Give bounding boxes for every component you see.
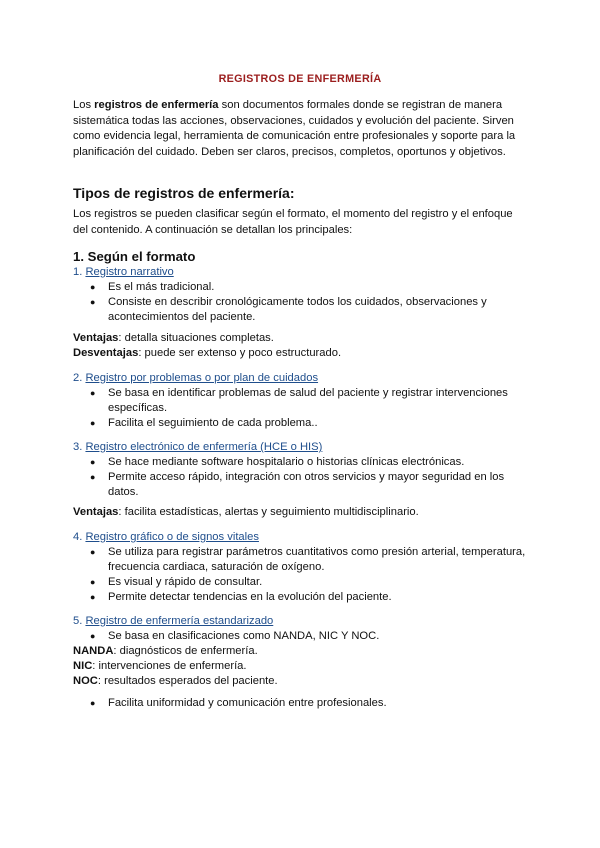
list-item: ● Se basa en clasificaciones como NANDA, NIC Y NOC. <box>90 629 530 644</box>
electronico-ventajas <box>73 505 419 520</box>
tipos-heading: Tipos de registros de enfermería: <box>73 185 295 201</box>
item-number: 5. <box>73 615 86 627</box>
item-heading-estandarizado <box>73 614 273 629</box>
bullet-list-electronico <box>90 455 530 500</box>
item-heading-problemas <box>73 371 318 386</box>
list-item: ● Permite detectar tendencias en la evolución del paciente. <box>90 590 530 605</box>
section-heading-formato: 1. Según el formato <box>73 249 196 264</box>
intro-bold-term: registros de enfermería <box>94 99 219 111</box>
link-registro-grafico[interactable]: Registro gráfico o de signos vitales <box>85 531 259 543</box>
noc-label: NOC <box>73 675 98 687</box>
nanda-label: NANDA <box>73 645 114 657</box>
nic-definition <box>73 659 247 674</box>
item-number: 3. <box>73 441 86 453</box>
list-item: ● Facilita el seguimiento de cada problema.. <box>90 416 530 431</box>
bullet-list-narrativo <box>90 280 530 325</box>
link-registro-problemas[interactable]: Registro por problemas o por plan de cuidados <box>85 372 319 384</box>
item-number: 4. <box>73 531 86 543</box>
ventajas-text: : detalla situaciones completas. <box>118 332 274 344</box>
link-registro-narrativo[interactable]: Registro narrativo <box>85 266 174 278</box>
ventajas-text: : facilita estadísticas, alertas y seguimiento multidisciplinario. <box>118 506 419 518</box>
bullet-list-grafico <box>90 545 530 605</box>
item-heading-electronico <box>73 440 322 455</box>
desventajas-text: : puede ser extenso y poco estructurado. <box>138 347 342 359</box>
list-item: ● Es visual y rápido de consultar. <box>90 575 530 590</box>
item-number: 1. <box>73 266 86 278</box>
ventajas-label: Ventajas <box>73 332 119 344</box>
item-number: 2. <box>73 372 86 384</box>
intro-paragraph <box>73 98 528 160</box>
nic-label: NIC <box>73 660 93 672</box>
noc-text: : resultados esperados del paciente. <box>97 675 278 687</box>
nanda-definition <box>73 644 258 659</box>
nanda-text: : diagnósticos de enfermería. <box>113 645 258 657</box>
list-item: ● Se hace mediante software hospitalario o historias clínicas electrónicas. <box>90 455 530 470</box>
list-item: ● Facilita uniformidad y comunicación entre profesionales. <box>90 696 530 711</box>
nic-text: : intervenciones de enfermería. <box>92 660 247 672</box>
noc-definition <box>73 674 278 689</box>
intro-text-before: Los <box>73 99 95 111</box>
link-registro-electronico[interactable]: Registro electrónico de enfermería (HCE o HIS) <box>85 441 323 453</box>
bullet-list-estandarizado <box>90 629 530 644</box>
document-title: REGISTROS DE ENFERMERÍA <box>218 73 382 85</box>
narrativo-ventajas <box>73 331 274 346</box>
bullet-list-estandarizado-extra <box>90 696 530 711</box>
bullet-list-problemas <box>90 386 530 431</box>
item-heading-narrativo <box>73 265 174 280</box>
list-item: ● Se utiliza para registrar parámetros cuantitativos como presión arterial, temperatura, frecuencia cardiaca, saturación de oxígeno. <box>90 545 530 575</box>
tipos-paragraph: Los registros se pueden clasificar según el formato, el momento del registro y el enfoque del contenido. A continuación se detallan los principales: <box>73 208 513 236</box>
list-item: ● Es el más tradicional. <box>90 280 530 295</box>
link-registro-estandarizado[interactable]: Registro de enfermería estandarizado <box>85 615 274 627</box>
item-heading-grafico <box>73 530 259 545</box>
ventajas-label: Ventajas <box>73 506 119 518</box>
list-item: ● Se basa en identificar problemas de salud del paciente y registrar intervenciones específicas. <box>90 386 530 416</box>
narrativo-desventajas <box>73 346 341 361</box>
list-item: ● Consiste en describir cronológicamente todos los cuidados, observaciones y acontecimientos del paciente. <box>90 295 530 325</box>
list-item: ● Permite acceso rápido, integración con otros servicios y mayor seguridad en los datos. <box>90 470 530 500</box>
desventajas-label: Desventajas <box>73 347 139 359</box>
intro-text-after: son documentos formales donde se registran de manera sistemática todas las acciones, observaciones, cuidados y evolución del paciente. Sirven como evidencia legal, herramienta de comunicación entre profesionales y soporte para la planificación del cuidado. Deben ser claros, precisos, completos, oportunos y objetivos. <box>73 99 516 158</box>
